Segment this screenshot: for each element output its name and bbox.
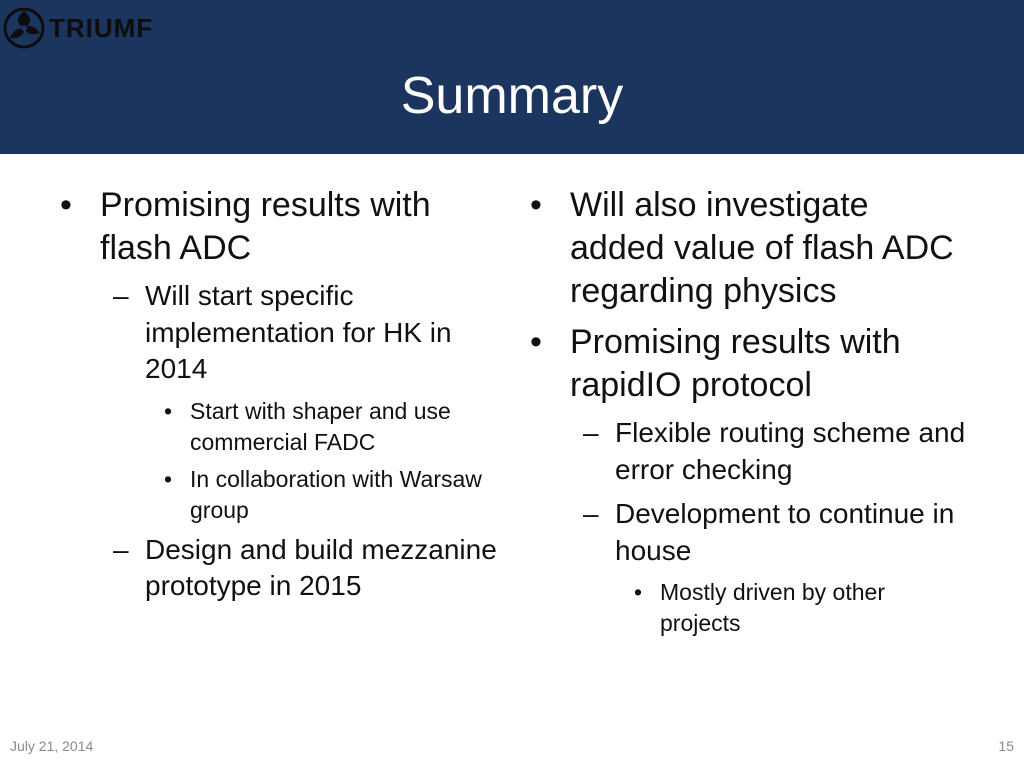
right-column: [528, 184, 968, 645]
bullet-item: [528, 321, 968, 407]
header-bar: [0, 0, 1024, 154]
sub-sub-bullet-item: [58, 396, 498, 458]
sub-bullet-text: Flexible routing scheme and error checking: [615, 417, 966, 485]
dash-marker: –: [583, 417, 599, 448]
sub-sub-bullet-item: [58, 464, 498, 526]
sub-bullet-item: [58, 278, 498, 388]
footer-page-number: 15: [998, 738, 1014, 754]
left-column: [58, 184, 498, 613]
bullet-text: Will also investigate added value of flash ADC regarding physics: [570, 186, 954, 310]
sub-bullet-item: [58, 532, 498, 605]
bullet-marker: •: [530, 186, 542, 224]
sub-bullet-text: Design and build mezzanine prototype in 2015: [145, 533, 497, 601]
slide-title: Summary: [400, 67, 624, 125]
sub-sub-bullet-text: Mostly driven by other projects: [660, 579, 885, 636]
bullet-marker: •: [60, 186, 72, 224]
sub-bullet-item: [528, 496, 968, 569]
bullet-text: Promising results with rapidIO protocol: [570, 323, 901, 404]
sub-sub-bullet-text: Start with shaper and use commercial FADC: [190, 397, 451, 455]
bullet-marker: •: [634, 579, 643, 605]
logo-text: TRIUMF: [49, 12, 154, 43]
triumf-logo: [2, 6, 153, 50]
dash-marker: –: [583, 498, 599, 529]
sub-bullet-text: Development to continue in house: [615, 498, 955, 566]
bullet-marker: •: [164, 465, 173, 492]
bullet-marker: •: [164, 397, 173, 424]
footer-date: July 21, 2014: [10, 738, 94, 754]
dash-marker: –: [113, 280, 129, 311]
bullet-marker: •: [530, 323, 542, 361]
bullet-text: Promising results with flash ADC: [100, 186, 431, 267]
dash-marker: –: [113, 533, 129, 565]
triumf-logo-icon: [2, 6, 46, 50]
bullet-item: [58, 184, 498, 270]
bullet-item: [528, 184, 968, 313]
sub-sub-bullet-item: [528, 577, 968, 639]
sub-sub-bullet-text: In collaboration with Warsaw group: [190, 465, 482, 523]
sub-bullet-item: [528, 415, 968, 488]
sub-bullet-text: Will start specific implementation for HK in 2014: [145, 280, 452, 384]
